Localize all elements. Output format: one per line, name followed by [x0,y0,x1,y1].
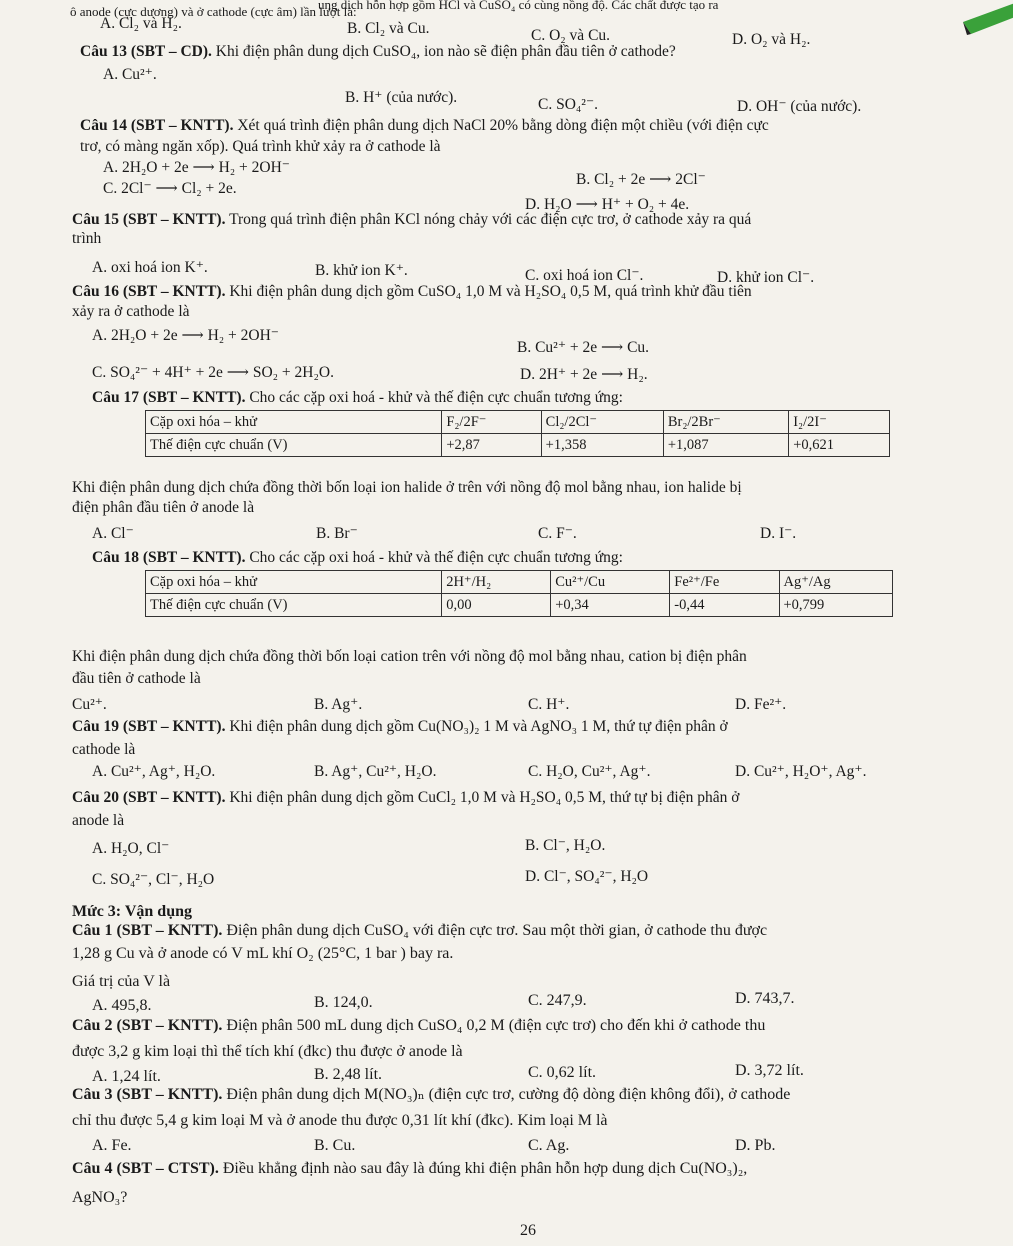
q17-opt-b: B. Br⁻ [316,525,358,542]
table-cell: +1,087 [663,434,788,457]
table-cell: F₂/2F⁻ [442,411,541,434]
q12-opt-b: B. Cl₂ và Cu. [347,20,430,37]
table-cell: Br₂/2Br⁻ [663,411,788,434]
q13-opt-c: C. SO₄²⁻. [538,96,599,113]
q16-opt-c: C. SO₄²⁻ + 4H⁺ + 2e ⟶ SO₂ + 2H₂O. [92,364,334,381]
q16-stem-2: xảy ra ở cathode là [72,303,190,320]
q13-opt-a: A. Cu²⁺. [103,66,157,83]
q15-opt-c: C. oxi hoá ion Cl⁻. [525,267,644,284]
m4-stem-2: AgNO₃? [72,1189,128,1206]
m2-stem: Câu 2 (SBT – KNTT). Điện phân 500 mL dung dịch CuSO₄ 0,2 M (điện cực trơ) cho đến khi ở cathode thu [72,1017,766,1034]
table-cell: +0,34 [551,594,670,617]
q17-stem: Câu 17 (SBT – KNTT). Cho các cặp oxi hoá - khử và thế điện cực chuẩn tương ứng: [92,389,623,406]
q18-after-1: Khi điện phân dung dịch chứa đồng thời bốn loại cation trên với nồng độ mol bằng nhau, cation bị điện phân [72,648,747,665]
table-cell: +1,358 [541,434,663,457]
q16-opt-a: A. 2H₂O + 2e ⟶ H₂ + 2OH⁻ [92,327,279,344]
q18-opt-b: B. Ag⁺. [314,696,363,713]
table-cell: +0,621 [789,434,890,457]
q20-stem-2: anode là [72,812,125,829]
m4-stem: Câu 4 (SBT – CTST). Điều khẳng định nào sau đây là đúng khi điện phân hỗn hợp dung dịch Cu(NO₃)₂, [72,1160,748,1177]
table-row [146,411,890,434]
table-cell: +0,799 [779,594,893,617]
m3-stem: Câu 3 (SBT – KNTT). Điện phân dung dịch M(NO₃)ₙ (điện cực trơ, cường độ dòng điện không đổi), ở cathode [72,1086,791,1103]
m1-opt-b: B. 124,0. [314,994,373,1011]
q12-opt-c: C. O₂ và Cu. [531,27,611,44]
table-cell: I₂/2I⁻ [789,411,890,434]
level3-heading: Mức 3: Vận dụng [72,903,192,920]
q12-intro: ô anode (cực dương) và ở cathode (cực âm) lần lượt là: [70,4,357,19]
table-cell: Fe²⁺/Fe [670,571,779,594]
table-cell: +2,87 [442,434,541,457]
q15-stem: Câu 15 (SBT – KNTT). Trong quá trình điện phân KCl nóng chảy với các điện cực trơ, ở cathode xảy ra quá [72,211,752,228]
q14-opt-c: C. 2Cl⁻ ⟶ Cl₂ + 2e. [103,180,237,197]
q19-opt-d: D. Cu²⁺, H₂O⁺, Ag⁺. [735,763,867,780]
m3-opt-c: C. Ag. [528,1137,570,1154]
q20-opt-a: A. H₂O, Cl⁻ [92,840,170,857]
table-cell: -0,44 [670,594,779,617]
q20-opt-c: C. SO₄²⁻, Cl⁻, H₂O [92,871,215,888]
table-cell: Thế điện cực chuẩn (V) [146,434,442,457]
q17-opt-a: A. Cl⁻ [92,525,134,542]
table-cell: Thế điện cực chuẩn (V) [146,594,442,617]
q17-after-2: điện phân đầu tiên ở anode là [72,499,255,516]
m2-opt-c: C. 0,62 lít. [528,1064,597,1081]
table-cell: Cl₂/2Cl⁻ [541,411,663,434]
m2-stem-2: được 3,2 g kim loại thì thể tích khí (đkc) thu được ở anode là [72,1043,463,1060]
m2-opt-b: B. 2,48 lít. [314,1066,383,1083]
m1-opt-c: C. 247,9. [528,992,587,1009]
m1-stem-3: Giá trị của V là [72,973,171,990]
q20-opt-d: D. Cl⁻, SO₄²⁻, H₂O [525,868,649,885]
q14-stem: Câu 14 (SBT – KNTT). Xét quá trình điện phân dung dịch NaCl 20% bằng dòng điện một chiều (với điện cực [80,117,769,134]
q18-opt-d: D. Fe²⁺. [735,696,787,713]
q17-table [145,410,890,457]
m2-opt-d: D. 3,72 lít. [735,1062,804,1079]
m3-opt-d: D. Pb. [735,1137,776,1154]
m3-opt-a: A. Fe. [92,1137,132,1154]
pen-decoration [963,0,1013,55]
q17-opt-d: D. I⁻. [760,525,797,542]
q14-opt-a: A. 2H₂O + 2e ⟶ H₂ + 2OH⁻ [103,159,290,176]
q20-stem: Câu 20 (SBT – KNTT). Khi điện phân dung dịch gồm CuCl₂ 1,0 M và H₂SO₄ 0,5 M, thứ tự bị điện phân ở [72,789,740,806]
table-cell: Cặp oxi hóa – khử [146,411,442,434]
m1-stem: Câu 1 (SBT – KNTT). Điện phân dung dịch CuSO₄ với điện cực trơ. Sau một thời gian, ở cathode thu được [72,922,768,939]
q13-stem: Câu 13 (SBT – CD). Khi điện phân dung dịch CuSO₄, ion nào sẽ điện phân đầu tiên ở cathode? [80,43,676,60]
q16-stem: Câu 16 (SBT – KNTT). Khi điện phân dung dịch gồm CuSO₄ 1,0 M và H₂SO₄ 0,5 M, quá trình khử đầu tiên [72,283,752,300]
q17-opt-c: C. F⁻. [538,525,577,542]
m1-stem-2: 1,28 g Cu và ở anode có V mL khí O₂ (25°C, 1 bar ) bay ra. [72,945,454,962]
q14-stem-2: trơ, có màng ngăn xốp). Quá trình khử xảy ra ở cathode là [80,138,441,155]
table-cell: 0,00 [442,594,551,617]
q19-stem-2: cathode là [72,741,136,758]
q20-opt-b: B. Cl⁻, H₂O. [525,837,606,854]
m1-opt-d: D. 743,7. [735,990,795,1007]
q12-opt-d: D. O₂ và H₂. [732,31,811,48]
m3-stem-2: chỉ thu được 5,4 g kim loại M và ở anode thu được 0,31 lít khí (đkc). Kim loại M là [72,1112,608,1129]
q13-opt-d: D. OH⁻ (của nước). [737,98,862,115]
table-row [146,571,893,594]
q18-opt-a: Cu²⁺. [72,696,107,713]
q15-opt-b: B. khử ion K⁺. [315,262,408,279]
q12-intro-b: ung dịch hỗn hợp gồm HCl và CuSO₄ có cùng nồng độ. Các chất được tạo ra [318,0,719,12]
table-row [146,434,890,457]
q16-opt-b: B. Cu²⁺ + 2e ⟶ Cu. [517,339,650,356]
q18-opt-c: C. H⁺. [528,696,570,713]
m1-opt-a: A. 495,8. [92,997,152,1014]
q19-opt-c: C. H₂O, Cu²⁺, Ag⁺. [528,763,651,780]
q15-opt-a: A. oxi hoá ion K⁺. [92,259,208,276]
table-cell: Cu²⁺/Cu [551,571,670,594]
q19-stem: Câu 19 (SBT – KNTT). Khi điện phân dung dịch gồm Cu(NO₃)₂ 1 M và AgNO₃ 1 M, thứ tự điện phân ở [72,718,728,735]
q12-opt-a: A. Cl₂ và H₂. [100,15,182,32]
q14-opt-d: D. H₂O ⟶ H⁺ + O₂ + 4e. [525,196,690,213]
m3-opt-b: B. Cu. [314,1137,356,1154]
q14-opt-b: B. Cl₂ + 2e ⟶ 2Cl⁻ [576,171,706,188]
table-cell: Ag⁺/Ag [779,571,893,594]
page-number: 26 [520,1222,536,1239]
q17-after-1: Khi điện phân dung dịch chứa đồng thời bốn loại ion halide ở trên với nồng độ mol bằng nhau, ion halide bị [72,479,742,496]
q19-opt-b: B. Ag⁺, Cu²⁺, H₂O. [314,763,437,780]
q15-stem-2: trình [72,230,102,247]
q13-opt-b: B. H⁺ (của nước). [345,89,458,106]
table-cell: Cặp oxi hóa – khử [146,571,442,594]
q19-opt-a: A. Cu²⁺, Ag⁺, H₂O. [92,763,216,780]
q18-table [145,570,893,617]
q18-after-2: đầu tiên ở cathode là [72,670,201,687]
q18-stem: Câu 18 (SBT – KNTT). Cho các cặp oxi hoá - khử và thế điện cực chuẩn tương ứng: [92,549,623,566]
q16-opt-d: D. 2H⁺ + 2e ⟶ H₂. [520,366,648,383]
q15-opt-d: D. khử ion Cl⁻. [717,269,815,286]
table-row [146,594,893,617]
table-cell: 2H⁺/H₂ [442,571,551,594]
m2-opt-a: A. 1,24 lít. [92,1068,161,1085]
